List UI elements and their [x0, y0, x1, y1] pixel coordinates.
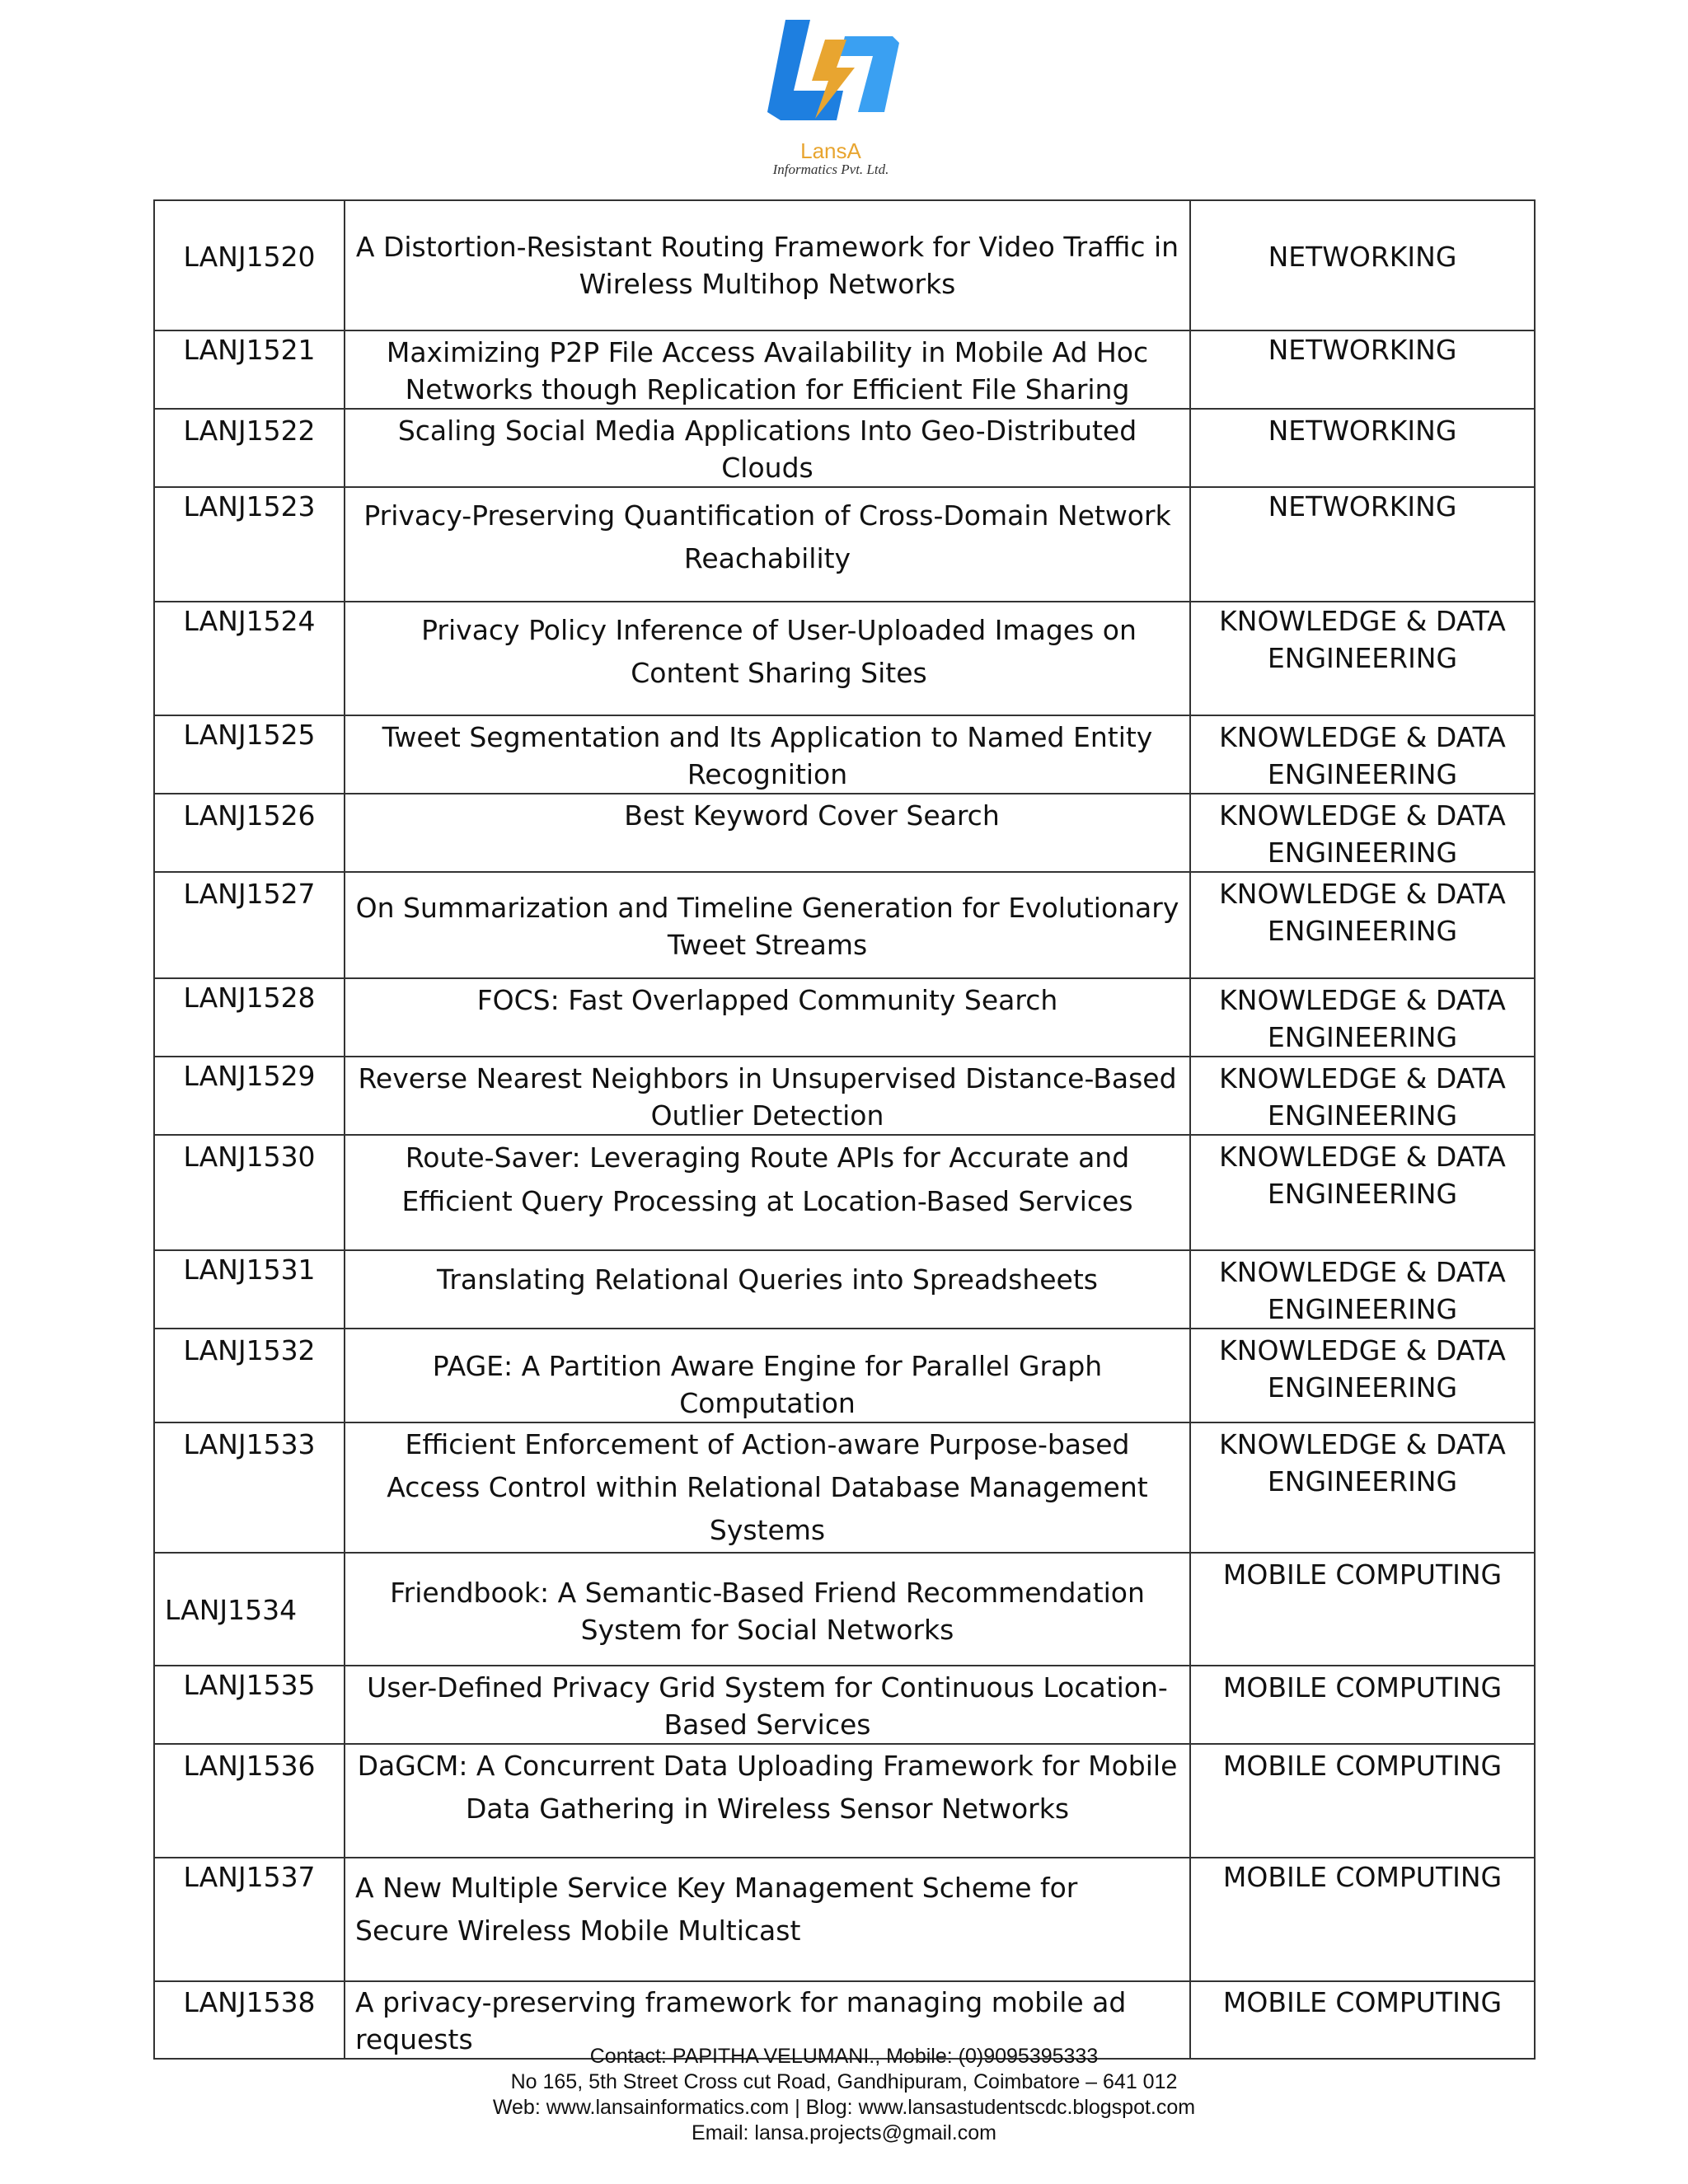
project-code: LANJ1520: [154, 200, 345, 330]
project-domain: KNOWLEDGE & DATA ENGINEERING: [1190, 1250, 1535, 1329]
table-row: [154, 1666, 1535, 1744]
project-title: Translating Relational Queries into Spreadsheets: [345, 1250, 1190, 1329]
project-domain: KNOWLEDGE & DATA ENGINEERING: [1190, 1422, 1535, 1553]
project-code: LANJ1529: [154, 1057, 345, 1135]
project-title: Friendbook: A Semantic-Based Friend Recommendation System for Social Networks: [345, 1553, 1190, 1666]
project-domain: KNOWLEDGE & DATA ENGINEERING: [1190, 1135, 1535, 1250]
project-code: LANJ1521: [154, 330, 345, 409]
lansa-logo-icon: [761, 15, 901, 138]
project-domain: NETWORKING: [1190, 409, 1535, 487]
project-title: DaGCM: A Concurrent Data Uploading Framework for Mobile Data Gathering in Wireless Sensor Networks: [345, 1744, 1190, 1858]
project-title: Best Keyword Cover Search: [345, 794, 1190, 872]
company-logo: [757, 15, 905, 180]
project-domain: KNOWLEDGE & DATA ENGINEERING: [1190, 1329, 1535, 1422]
project-title: Tweet Segmentation and Its Application to Named Entity Recognition: [345, 715, 1190, 794]
brand-tagline: Informatics Pvt. Ltd.: [772, 162, 889, 177]
address-line: No 165, 5th Street Cross cut Road, Gandhipuram, Coimbatore – 641 012: [510, 2070, 1178, 2093]
table-row: [154, 200, 1535, 330]
project-domain: KNOWLEDGE & DATA ENGINEERING: [1190, 978, 1535, 1057]
project-title: Maximizing P2P File Access Availability in Mobile Ad Hoc Networks though Replication for Efficient File Sharing: [345, 330, 1190, 409]
project-code: LANJ1532: [154, 1329, 345, 1422]
project-code: LANJ1522: [154, 409, 345, 487]
project-title: User-Defined Privacy Grid System for Continuous Location-Based Services: [345, 1666, 1190, 1744]
project-code: LANJ1535: [154, 1666, 345, 1744]
project-title: A Distortion-Resistant Routing Framework for Video Traffic in Wireless Multihop Networks: [345, 200, 1190, 330]
project-code: LANJ1531: [154, 1250, 345, 1329]
project-domain: KNOWLEDGE & DATA ENGINEERING: [1190, 872, 1535, 978]
project-domain: MOBILE COMPUTING: [1190, 1981, 1535, 2059]
project-code: LANJ1538: [154, 1981, 345, 2059]
project-title: A privacy-preserving framework for managing mobile ad requests: [345, 1981, 1190, 2059]
table-row: [154, 487, 1535, 602]
project-domain: KNOWLEDGE & DATA ENGINEERING: [1190, 794, 1535, 872]
project-title: FOCS: Fast Overlapped Community Search: [345, 978, 1190, 1057]
table-row: [154, 1057, 1535, 1135]
project-domain: KNOWLEDGE & DATA ENGINEERING: [1190, 715, 1535, 794]
project-domain: MOBILE COMPUTING: [1190, 1666, 1535, 1744]
table-row: [154, 872, 1535, 978]
table-row: [154, 1250, 1535, 1329]
table-row: [154, 1744, 1535, 1858]
table-row: [154, 602, 1535, 715]
project-code: LANJ1537: [154, 1858, 345, 1981]
table-row: [154, 978, 1535, 1057]
table-row: [154, 330, 1535, 409]
project-title: PAGE: A Partition Aware Engine for Parallel Graph Computation: [345, 1329, 1190, 1422]
project-code: LANJ1533: [154, 1422, 345, 1553]
project-code: LANJ1536: [154, 1744, 345, 1858]
project-code: LANJ1525: [154, 715, 345, 794]
web-line: Web: www.lansainformatics.com | Blog: www.lansastudentscdc.blogspot.com: [492, 2096, 1196, 2119]
project-title: Privacy-Preserving Quantification of Cross-Domain Network Reachability: [345, 487, 1190, 602]
table-row: [154, 1329, 1535, 1422]
table-row: [154, 1553, 1535, 1666]
project-code: LANJ1534: [154, 1553, 345, 1666]
project-title: On Summarization and Timeline Generation for Evolutionary Tweet Streams: [345, 872, 1190, 978]
project-title: Reverse Nearest Neighbors in Unsupervised Distance-Based Outlier Detection: [345, 1057, 1190, 1135]
projects-table: [153, 199, 1536, 2060]
project-code: LANJ1530: [154, 1135, 345, 1250]
project-title: Scaling Social Media Applications Into Geo-Distributed Clouds: [345, 409, 1190, 487]
project-title: Efficient Enforcement of Action-aware Purpose-based Access Control within Relational Database Management Systems: [345, 1422, 1190, 1553]
email-line: Email: lansa.projects@gmail.com: [692, 2121, 996, 2144]
table-row: [154, 715, 1535, 794]
contact-line: Contact: PAPITHA VELUMANI., Mobile: (0)9095395333: [589, 2045, 1099, 2068]
table-row: [154, 1422, 1535, 1553]
project-domain: MOBILE COMPUTING: [1190, 1858, 1535, 1981]
table-row: [154, 409, 1535, 487]
project-code: LANJ1524: [154, 602, 345, 715]
project-title: Privacy Policy Inference of User-Uploaded Images on Content Sharing Sites: [345, 602, 1190, 715]
project-domain: NETWORKING: [1190, 487, 1535, 602]
project-domain: MOBILE COMPUTING: [1190, 1744, 1535, 1858]
brand-name: LansA: [800, 138, 861, 163]
project-title: Route-Saver: Leveraging Route APIs for Accurate and Efficient Query Processing at Location-Based Services: [345, 1135, 1190, 1250]
table-row: [154, 794, 1535, 872]
project-domain: KNOWLEDGE & DATA ENGINEERING: [1190, 602, 1535, 715]
table-row: [154, 1858, 1535, 1981]
project-code: LANJ1527: [154, 872, 345, 978]
project-domain: KNOWLEDGE & DATA ENGINEERING: [1190, 1057, 1535, 1135]
project-domain: NETWORKING: [1190, 330, 1535, 409]
project-domain: NETWORKING: [1190, 200, 1535, 330]
project-code: LANJ1523: [154, 487, 345, 602]
project-code: LANJ1528: [154, 978, 345, 1057]
project-code: LANJ1526: [154, 794, 345, 872]
project-domain: MOBILE COMPUTING: [1190, 1553, 1535, 1666]
project-title: A New Multiple Service Key Management Scheme for Secure Wireless Mobile Multicast: [345, 1858, 1190, 1981]
contact-footer: [0, 2044, 1688, 2146]
table-row: [154, 1135, 1535, 1250]
